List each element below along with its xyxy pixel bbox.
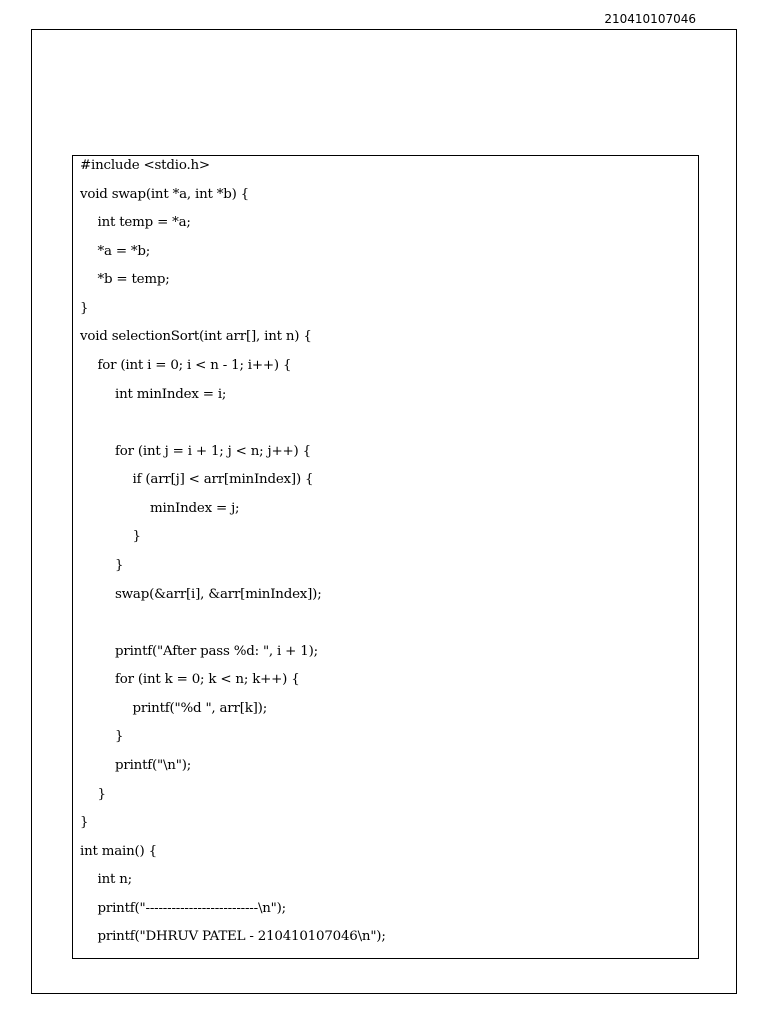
code-line: *b = temp; (97, 272, 170, 287)
code-box (72, 155, 699, 959)
code-line: minIndex = j; (150, 501, 240, 516)
code-line: swap(&arr[i], &arr[minIndex]); (115, 587, 322, 602)
code-line: printf("After pass %d: ", i + 1); (115, 644, 318, 659)
code-line: int n; (97, 872, 132, 887)
code-line: printf("\n"); (115, 758, 192, 773)
code-line: int minIndex = i; (115, 387, 227, 402)
code-line: } (115, 729, 124, 744)
code-line: for (int i = 0; i < n - 1; i++) { (97, 358, 292, 373)
code-line: *a = *b; (97, 244, 151, 259)
code-line: } (80, 301, 89, 316)
code-line: void swap(int *a, int *b) { (80, 187, 249, 202)
code-line: printf("--------------------------\n"); (97, 901, 286, 916)
code-line: printf("DHRUV PATEL - 210410107046\n"); (97, 929, 386, 944)
code-line: void selectionSort(int arr[], int n) { (80, 329, 312, 344)
code-line: if (arr[j] < arr[minIndex]) { (132, 472, 314, 487)
code-line: printf("%d ", arr[k]); (132, 701, 268, 716)
code-line: #include <stdio.h> (80, 158, 210, 173)
code-line: int main() { (80, 844, 157, 859)
code-line: } (80, 815, 89, 830)
code-line: } (97, 787, 106, 802)
code-line: } (115, 558, 124, 573)
code-line: for (int j = i + 1; j < n; j++) { (115, 444, 311, 459)
page-number: 210410107046 (604, 12, 696, 26)
code-line: int temp = *a; (97, 215, 191, 230)
code-line: for (int k = 0; k < n; k++) { (115, 672, 300, 687)
code-line: } (132, 529, 141, 544)
